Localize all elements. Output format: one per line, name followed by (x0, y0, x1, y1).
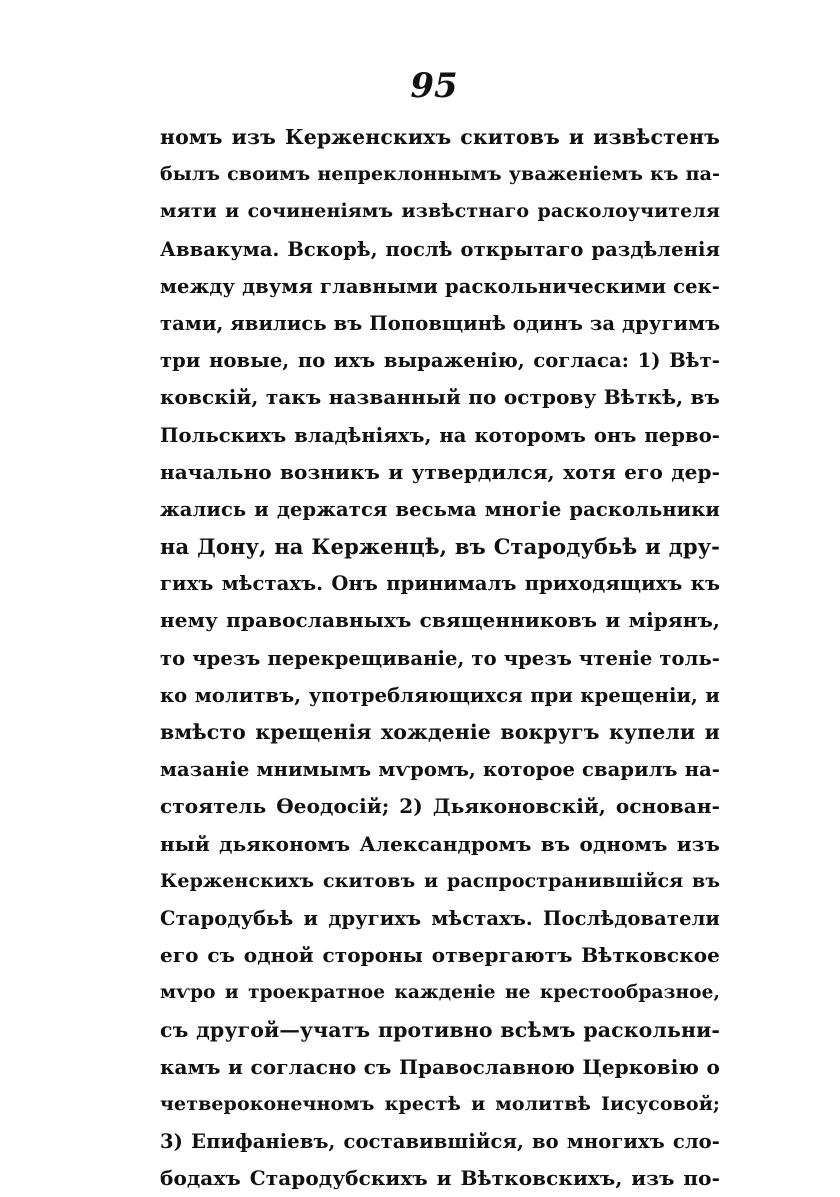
text-line: ковскій, такъ названный по острову Вѣткѣ, въ (160, 385, 720, 410)
text-line: бодахъ Стародубскихъ и Вѣтковскихъ, изъ по- (160, 1166, 720, 1191)
text-line: ный дьякономъ Александромъ въ одномъ изъ (160, 831, 720, 856)
text-line: Польскихъ владѣніяхъ, на которомъ онъ перво- (160, 423, 720, 447)
text-line: камъ и согласно съ Православною Церковію о (160, 1054, 720, 1079)
text-line: четвероконечномъ крестѣ и молитвѣ Іисусовой; (160, 1092, 720, 1115)
text-line: жались и держатся весьма многіе раскольники (160, 497, 720, 521)
body-text (160, 119, 720, 1197)
text-line: съ другой—учатъ противно всѣмъ раскольни- (160, 1017, 720, 1042)
text-line: начально возникъ и утвердился, хотя его дер- (160, 459, 720, 484)
text-line: тами, явились въ Поповщинѣ одинъ за другимъ (160, 311, 721, 335)
text-line: то чрезъ перекрещиваніе, то чрезъ чтеніе толь- (160, 646, 720, 670)
text-line: его съ одной стороны отвергаютъ Вѣтковское (160, 943, 720, 968)
text-line: Аввакума. Вскорѣ, послѣ открытаго раздѣленія (160, 237, 720, 261)
text-line: Стародубьѣ и другихъ мѣстахъ. Послѣдователи (160, 906, 720, 930)
text-line: три новые, по ихъ выраженію, согласа: 1) Вѣт- (160, 349, 720, 373)
text-line: ко молитвъ, употребляющихся при крещеніи, и (160, 683, 720, 707)
text-line: былъ своимъ непреклоннымъ уваженіемъ къ па- (160, 163, 720, 186)
text-line: стоятель Ѳеодосій; 2) Дьяконовскій, основан- (160, 794, 720, 819)
text-line: нему православныхъ священниковъ и мірянъ, (160, 608, 720, 633)
text-line: между двумя главными раскольническими сек- (160, 274, 720, 298)
text-line: номъ изъ Керженскихъ скитовъ и извѣстенъ (160, 125, 720, 149)
text-line: мяти и сочиненіямъ извѣстнаго расколоучителя (160, 200, 720, 223)
text-line: Керженскихъ скитовъ и распространившійся въ (160, 869, 720, 892)
text-line: гихъ мѣстахъ. Онъ принималъ приходящихъ къ (160, 572, 720, 596)
text-line: на Дону, на Керженцѣ, въ Стародубьѣ и дру- (160, 534, 720, 560)
page-number: 95 (410, 66, 458, 106)
text-line: мѵро и троекратное кажденіе не крестообразное, (160, 982, 720, 1004)
text-line: вмѣсто крещенія хожденіе вокругъ купели и (160, 720, 720, 744)
text-line: 3) Епифаніевъ, составившійся, во многихъ сло- (160, 1130, 720, 1154)
text-line: мазаніе мнимымъ мѵромъ, которое сварилъ на- (160, 758, 720, 782)
